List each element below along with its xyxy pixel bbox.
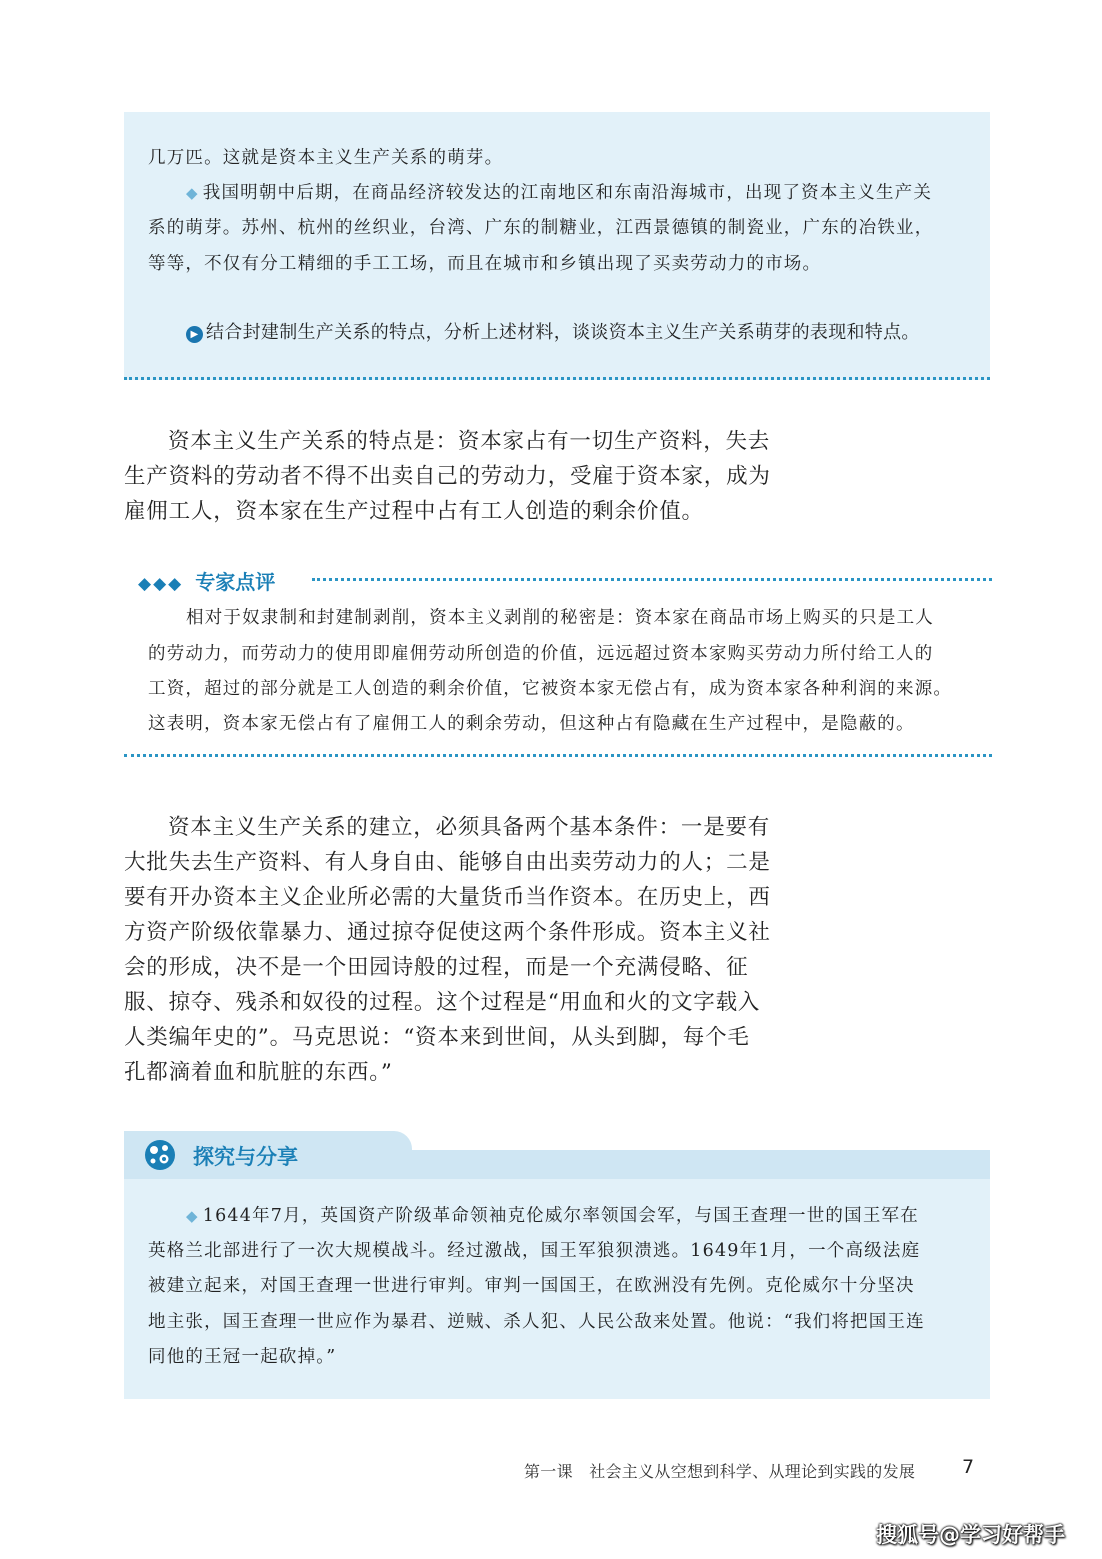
expert-line-1: 相对于奴隶制和封建制剥削，资本主义剥削的秘密是：资本家在商品市场上购买的只是工人 (186, 608, 934, 628)
paragraph-2-line-7: 人类编年史的”。马克思说：“资本来到世间，从头到脚，每个毛 (124, 1025, 750, 1050)
arrow-right-circle-icon: ▶ (186, 326, 203, 343)
diamond-bullet-icon: ◆ (186, 1207, 199, 1225)
material-line-2 (186, 179, 932, 204)
inquiry-line-4: 地主张，国王查理一世应作为暴君、逆贼、杀人犯、人民公敌来处置。他说：“我们将把国王连 (148, 1312, 925, 1332)
paragraph-2-line-2: 大批失去生产资料、有人身自由、能够自由出卖劳动力的人；二是 (124, 850, 771, 875)
inquiry-line-5: 同他的王冠一起砍掉。” (148, 1347, 337, 1367)
molecule-icon (143, 1138, 177, 1172)
expert-line-3: 工资，超过的部分就是工人创造的剩余价值，它被资本家无偿占有，成为资本家各种利润的来源。 (148, 679, 953, 699)
expert-line-4: 这表明，资本家无偿占有了雇佣工人的剩余劳动，但这种占有隐藏在生产过程中，是隐蔽的。 (148, 714, 915, 734)
paragraph-2-line-1: 资本主义生产关系的建立，必须具备两个基本条件：一是要有 (168, 815, 771, 840)
material-line-4: 等等，不仅有分工精细的手工工场，而且在城市和乡镇出现了买卖劳动力的市场。 (148, 254, 822, 274)
diamond-cluster-icon: ◆◆◆ (138, 574, 184, 594)
page-number: 7 (962, 1456, 975, 1478)
material-line-2-text: 我国明朝中后期，在商品经济较发达的江南地区和东南沿海城市，出现了资本主义生产关 (202, 183, 933, 203)
expert-comment-heading (138, 566, 275, 595)
material-line-3: 系的萌芽。苏州、杭州的丝织业，台湾、广东的制糖业，江西景德镇的制瓷业，广东的冶铁业， (148, 218, 934, 238)
dotted-divider (312, 578, 992, 581)
material-line-1: 几万匹。这就是资本主义生产关系的萌芽。 (148, 148, 504, 168)
paragraph-1-line-2: 生产资料的劳动者不得不出卖自己的劳动力，受雇于资本家，成为 (124, 464, 771, 489)
chapter-footer: 第一课 社会主义从空想到科学、从理论到实践的发展 (524, 1462, 916, 1481)
discussion-question-text: 结合封建制生产关系的特点，分析上述材料，谈谈资本主义生产关系萌芽的表现和特点。 (206, 322, 920, 343)
inquiry-line-2: 英格兰北部进行了一次大规模战斗。经过激战，国王军狼狈溃逃。1649年1月，一个高级法庭 (148, 1241, 921, 1261)
inquiry-line-1 (186, 1202, 919, 1227)
dotted-divider (124, 377, 990, 380)
paragraph-2-line-5: 会的形成，决不是一个田园诗般的过程，而是一个充满侵略、征 (124, 955, 749, 980)
diamond-bullet-icon: ◆ (186, 184, 199, 202)
paragraph-2-line-4: 方资产阶级依靠暴力、通过掠夺促使这两个条件形成。资本主义社 (124, 920, 771, 945)
paragraph-1-line-3: 雇佣工人，资本家在生产过程中占有工人创造的剩余价值。 (124, 499, 704, 524)
discussion-question (186, 318, 920, 344)
inquiry-line-1-text: 1644年7月，英国资产阶级革命领袖克伦威尔率领国会军，与国王查理一世的国王军在 (202, 1206, 919, 1226)
paragraph-2-line-6: 服、掠夺、残杀和奴役的过程。这个过程是“用血和火的文字载入 (124, 990, 761, 1015)
paragraph-2-line-3: 要有开办资本主义企业所必需的大量货币当作资本。在历史上，西 (124, 885, 771, 910)
paragraph-1-line-1: 资本主义生产关系的特点是：资本家占有一切生产资料，失去 (168, 429, 771, 454)
dotted-divider (124, 754, 992, 757)
expert-comment-title: 专家点评 (195, 570, 276, 594)
inquiry-line-3: 被建立起来，对国王查理一世进行审判。审判一国国王，在欧洲没有先例。克伦威尔十分坚决 (148, 1276, 915, 1296)
paragraph-2-line-8: 孔都滴着血和肮脏的东西。” (124, 1060, 393, 1085)
expert-line-2: 的劳动力，而劳动力的使用即雇佣劳动所创造的价值，远远超过资本家购买劳动力所付给工人的 (148, 644, 934, 664)
watermark: 搜狐号@学习好帮手 (876, 1523, 1065, 1547)
inquiry-title: 探究与分享 (193, 1145, 298, 1169)
